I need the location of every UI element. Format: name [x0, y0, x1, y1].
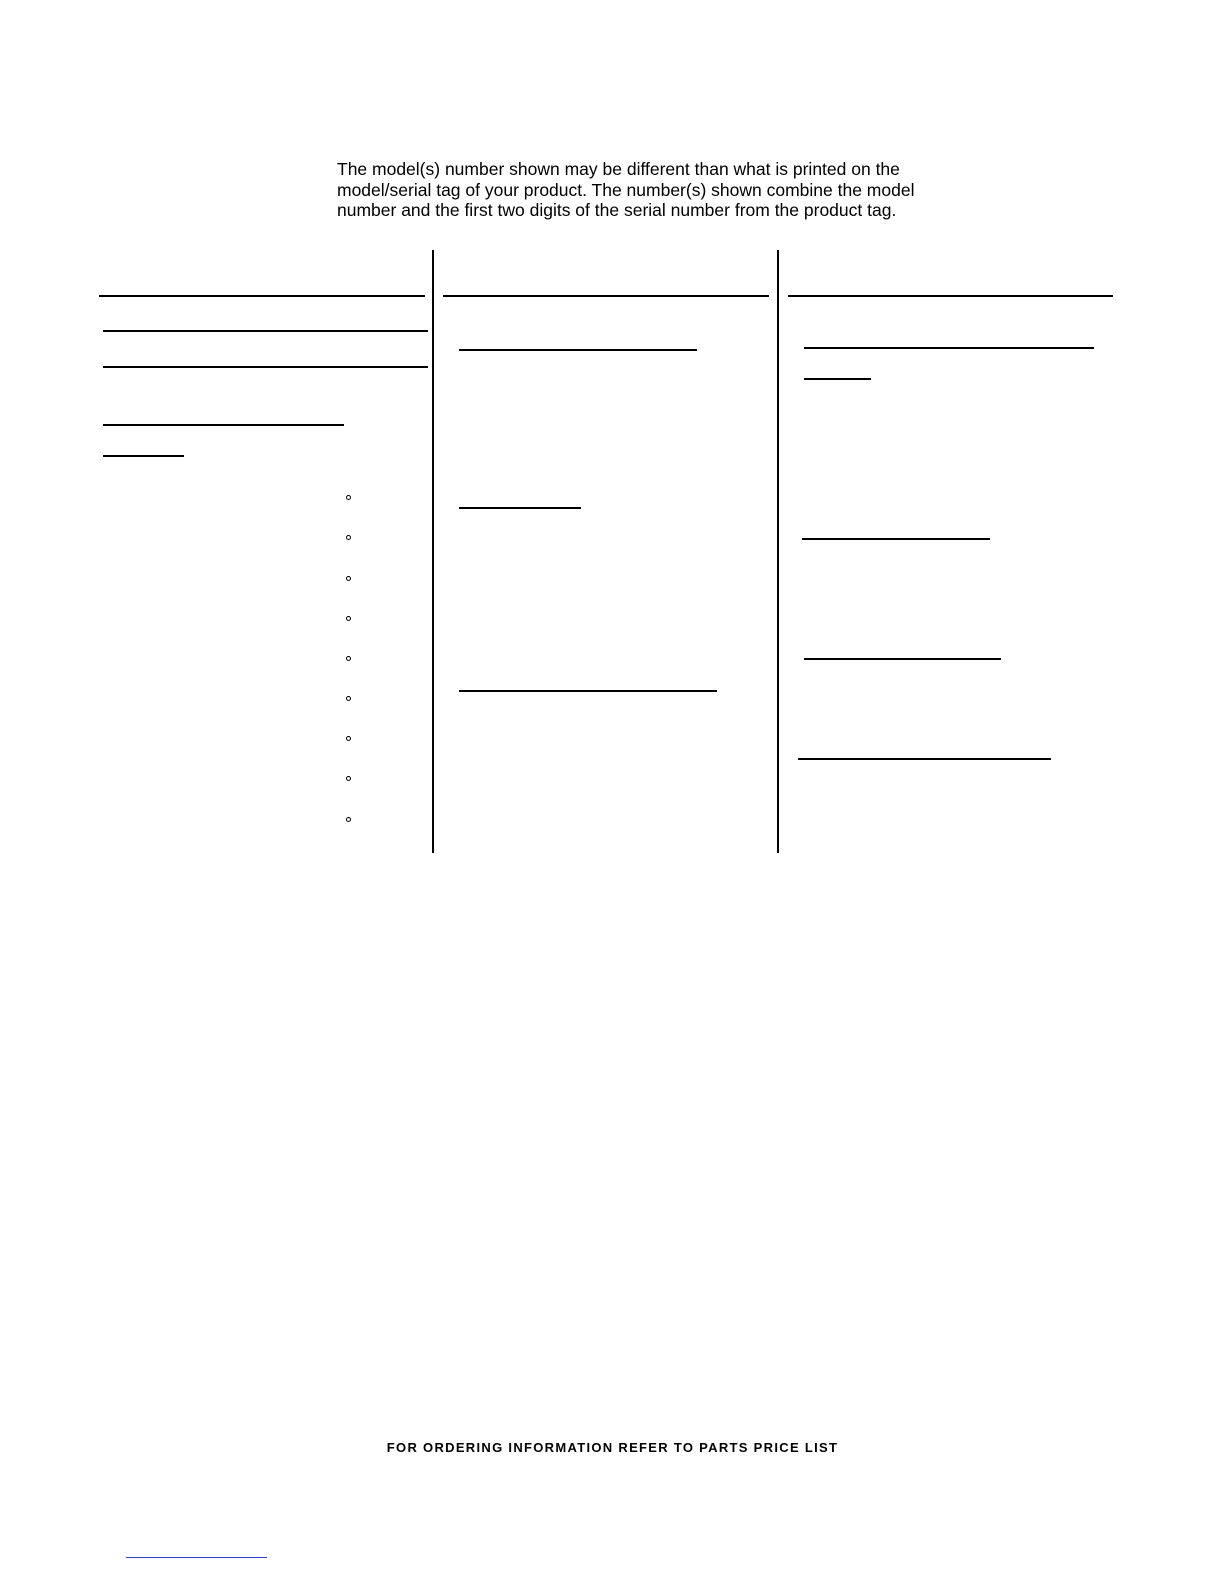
column-1-entry-rule-4: [103, 455, 184, 457]
column-2-entry-rule-3: [459, 690, 717, 692]
degree-mark: [346, 535, 351, 540]
notice-line-3: number and the first two digits of the serial number from the product tag.: [337, 200, 897, 220]
degree-mark: [346, 696, 351, 701]
column-3-entry-rule-2: [804, 378, 871, 380]
column-1-entry-rule-2: [103, 366, 428, 368]
column-2-entry-rule-1: [459, 349, 697, 351]
degree-mark: [346, 656, 351, 661]
column-3-entry-rule-4: [804, 658, 1001, 660]
degree-mark: [346, 817, 351, 822]
column-3-entry-rule-3: [802, 538, 990, 540]
model-number-notice: [337, 159, 1017, 221]
column-divider-left: [432, 250, 434, 853]
column-1-entry-rule-1: [103, 330, 428, 332]
column-divider-right: [777, 250, 779, 853]
column-3-entry-rule-1: [804, 347, 1094, 349]
column-2-header-rule: [443, 295, 769, 297]
ordering-info-footer: FOR ORDERING INFORMATION REFER TO PARTS PRICE LIST: [386, 1440, 839, 1455]
degree-mark: [346, 776, 351, 781]
notice-line-2: model/serial tag of your product. The number(s) shown combine the model: [337, 179, 915, 200]
column-2-entry-rule-2: [459, 507, 581, 509]
column-1-header-rule: [99, 295, 425, 297]
degree-mark: [346, 616, 351, 621]
degree-mark: [346, 576, 351, 581]
footer-link-underline[interactable]: [126, 1557, 267, 1558]
column-3-header-rule: [788, 295, 1113, 297]
degree-mark: [346, 736, 351, 741]
degree-mark: [346, 495, 351, 500]
column-1-entry-rule-3: [103, 424, 344, 426]
column-3-entry-rule-5: [798, 758, 1051, 760]
notice-line-1: The model(s) number shown may be different than what is printed on the: [337, 159, 900, 179]
